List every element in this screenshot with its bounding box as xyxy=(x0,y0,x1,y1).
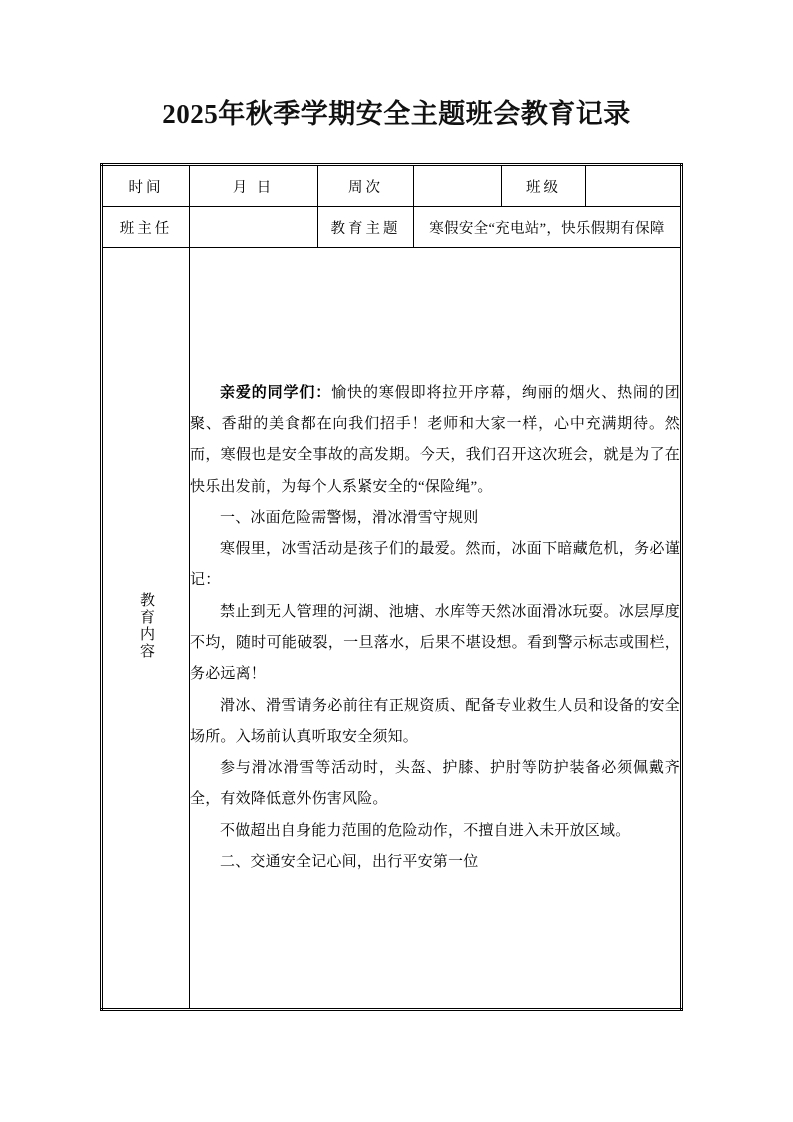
content-paragraph xyxy=(190,753,680,816)
cell-class-label: 班级 xyxy=(502,165,586,207)
table-row-teacher xyxy=(102,207,682,248)
cell-content-body[interactable] xyxy=(190,248,682,1010)
page-title: 2025年秋季学期安全主题班会教育记录 xyxy=(162,99,631,129)
table-row-time xyxy=(102,165,682,207)
cell-time-label: 时间 xyxy=(102,165,190,207)
content-paragraph-text: 二、交通安全记心间，出行平安第一位 xyxy=(220,854,479,871)
cell-week-label: 周次 xyxy=(318,165,414,207)
content-paragraph xyxy=(190,378,680,503)
education-content-text xyxy=(190,378,680,879)
content-paragraph xyxy=(190,503,680,534)
content-paragraph xyxy=(190,816,680,847)
content-paragraph-text: 一、冰面危险需警惕，滑冰滑雪守规则 xyxy=(220,509,479,526)
content-paragraph xyxy=(190,597,680,691)
content-paragraph-text: 愉快的寒假即将拉开序幕，绚丽的烟火、热闹的团聚、香甜的美食都在向我们招手！老师和大家一样，心中充满期待。然而，寒假也是安全事故的高发期。今天，我们召开这次班会，就是为了在快乐出发前，为每个人系紧安全的“保险绳”。 xyxy=(190,384,680,495)
content-paragraph-text: 滑冰、滑雪请务必前往有正规资质、配备专业救生人员和设备的安全场所。入场前认真听取安全须知。 xyxy=(190,697,680,745)
table-row-content xyxy=(102,248,682,1010)
record-table-wrapper xyxy=(100,163,680,1011)
content-paragraph-text: 禁止到无人管理的河湖、池塘、水库等天然冰面滑冰玩耍。冰层厚度不均，随时可能破裂，一旦落水，后果不堪设想。看到警示标志或围栏，务必远离！ xyxy=(190,603,680,683)
content-paragraph-text: 寒假里，冰雪活动是孩子们的最爱。然而，冰面下暗藏危机，务必谨记： xyxy=(190,541,680,589)
content-label-vertical-text: 教育内容 xyxy=(138,591,154,660)
cell-week-value[interactable] xyxy=(414,165,502,207)
cell-class-value[interactable] xyxy=(586,165,682,207)
content-paragraph xyxy=(190,534,680,597)
cell-theme-label: 教育主题 xyxy=(318,207,414,248)
content-paragraph xyxy=(190,847,680,878)
safety-class-meeting-record-table xyxy=(100,163,683,1011)
content-paragraph xyxy=(190,691,680,754)
cell-time-value[interactable]: 月 日 xyxy=(190,165,318,207)
content-paragraph-lead: 亲爱的同学们： xyxy=(220,384,332,401)
cell-content-label xyxy=(102,248,190,1010)
cell-teacher-value[interactable] xyxy=(190,207,318,248)
cell-theme-value[interactable]: 寒假安全“充电站”，快乐假期有保障 xyxy=(414,207,682,248)
content-paragraph-text: 参与滑冰滑雪等活动时，头盔、护膝、护肘等防护装备必须佩戴齐全，有效降低意外伤害风险。 xyxy=(190,760,680,808)
cell-teacher-label: 班主任 xyxy=(102,207,190,248)
content-paragraph-text: 不做超出自身能力范围的危险动作，不擅自进入未开放区域。 xyxy=(220,822,631,839)
